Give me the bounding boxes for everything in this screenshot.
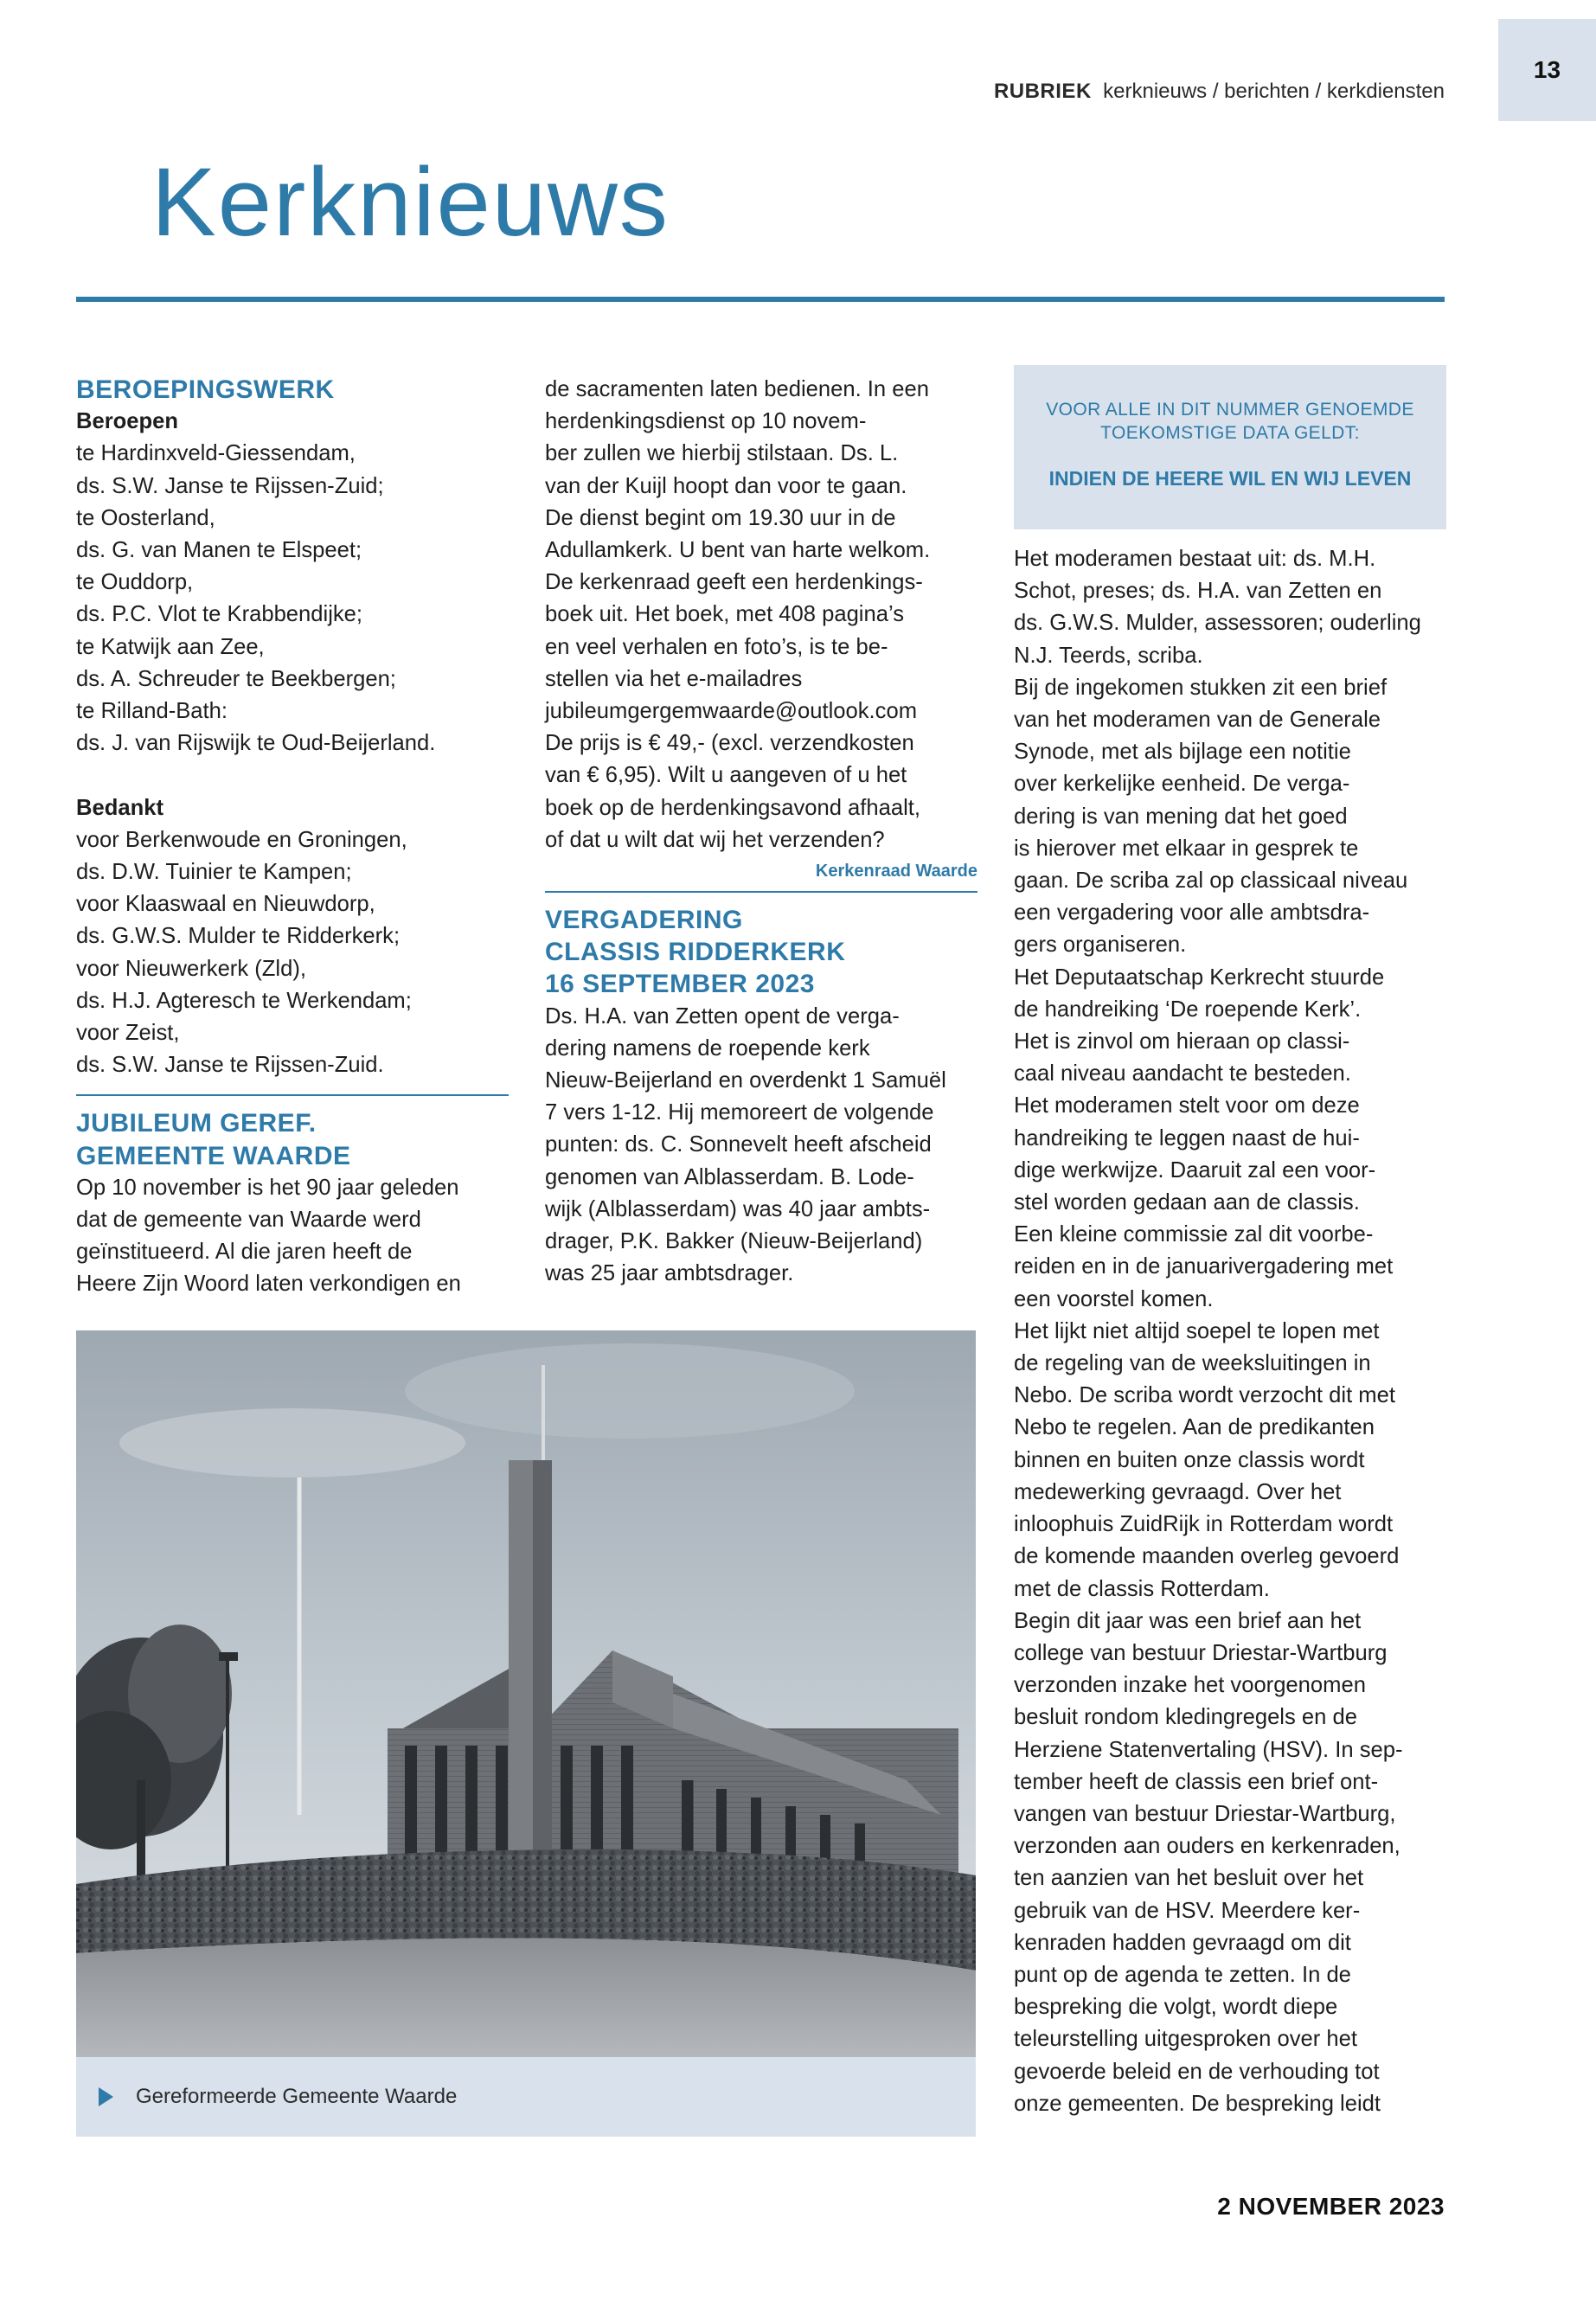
text-line: Heere Zijn Woord laten verkondigen en bbox=[76, 1272, 461, 1297]
vergadering-text bbox=[545, 1001, 977, 1291]
text-line: drager, P.K. Bakker (Nieuw-Beijerland) bbox=[545, 1229, 923, 1254]
text-line: tember heeft de classis een brief ont- bbox=[1014, 1769, 1379, 1794]
heading-vergadering bbox=[545, 904, 977, 1001]
text-line: Het Deputaatschap Kerkrecht stuurde bbox=[1014, 965, 1385, 990]
issue-date: 2 NOVEMBER 2023 bbox=[1217, 2193, 1445, 2220]
beroepen-list bbox=[76, 438, 509, 760]
church-photo bbox=[76, 1330, 976, 2057]
text-line: boek uit. Het boek, met 408 pagina’s bbox=[545, 602, 904, 627]
text-line: onze gemeenten. De bespreking leidt bbox=[1014, 2091, 1381, 2116]
text-line: van € 6,95). Wilt u aangeven of u het bbox=[545, 763, 907, 788]
text-line: voor Klaaswaal en Nieuwdorp, bbox=[76, 892, 375, 917]
page-title: Kerknieuws bbox=[151, 148, 670, 256]
text-line: Ds. H.A. van Zetten opent de verga- bbox=[545, 1003, 900, 1029]
text-line: Op 10 november is het 90 jaar geleden bbox=[76, 1175, 459, 1200]
text-line: ber zullen we hierbij stilstaan. Ds. L. bbox=[545, 441, 899, 466]
text-line: stellen via het e-mailadres bbox=[545, 666, 803, 691]
section-header bbox=[994, 80, 1445, 104]
text-line: ds. S.W. Janse te Rijssen-Zuid. bbox=[76, 1053, 384, 1078]
text-line: voor Zeist, bbox=[76, 1021, 180, 1046]
column-left bbox=[76, 374, 509, 1301]
text-line: inloophuis ZuidRijk in Rotterdam wordt bbox=[1014, 1512, 1394, 1537]
text-line: dering namens de roepende kerk bbox=[545, 1035, 870, 1061]
text-line: te Rilland-Bath: bbox=[76, 699, 228, 724]
text-line: te Katwijk aan Zee, bbox=[76, 634, 265, 659]
text-line: Nieuw-Beijerland en overdenkt 1 Samuël bbox=[545, 1068, 946, 1093]
text-line: herdenkingsdienst op 10 novem- bbox=[545, 409, 867, 434]
cloud bbox=[405, 1343, 855, 1439]
jubileum-text-continued bbox=[545, 374, 977, 856]
text-line: kenraden hadden gevraagd om dit bbox=[1014, 1930, 1351, 1955]
article-signature: Kerkenraad Waarde bbox=[815, 862, 977, 881]
text-line: verzonden aan ouders en kerkenraden, bbox=[1014, 1834, 1401, 1859]
text-line: of dat u wilt dat wij het verzenden? bbox=[545, 827, 885, 852]
text-line: boek op de herdenkingsavond afhaalt, bbox=[545, 795, 921, 820]
text-line: de handreiking ‘De roepende Kerk’. bbox=[1014, 997, 1362, 1022]
text-line: Synode, met als bijlage een notitie bbox=[1014, 740, 1351, 765]
text-line: gebruik van de HSV. Meerdere ker- bbox=[1014, 1898, 1361, 1923]
column-right bbox=[1014, 374, 1446, 2120]
text-line: De prijs is € 49,- (excl. verzendkosten bbox=[545, 731, 914, 756]
text-line: reiden en in de januarivergadering met bbox=[1014, 1254, 1394, 1279]
text-line: Een kleine commissie zal dit voorbe- bbox=[1014, 1222, 1374, 1247]
text-line: De kerkenraad geeft een herdenkings- bbox=[545, 570, 923, 595]
text-line: ten aanzien van het besluit over het bbox=[1014, 1866, 1364, 1891]
text-line: met de classis Rotterdam. bbox=[1014, 1576, 1270, 1601]
notice-emphasis: INDIEN DE HEERE WIL EN WIJ LEVEN bbox=[1048, 467, 1412, 490]
section-divider bbox=[76, 1094, 509, 1096]
text-line: Bij de ingekomen stukken zit een brief bbox=[1014, 675, 1388, 700]
text-line: te Hardinxveld-Giessendam, bbox=[76, 441, 356, 466]
text-line: De dienst begint om 19.30 uur in de bbox=[545, 505, 896, 530]
text-line: en veel verhalen en foto’s, is te be- bbox=[545, 634, 888, 659]
text-line: ds. G. van Manen te Elspeet; bbox=[76, 538, 362, 563]
caption-arrow-icon bbox=[99, 2087, 113, 2106]
text-line: Begin dit jaar was een brief aan het bbox=[1014, 1608, 1362, 1633]
heading-line: CLASSIS RIDDERKERK bbox=[545, 938, 846, 967]
text-line: bespreking die volgt, wordt diepe bbox=[1014, 1995, 1338, 2020]
notice-box bbox=[1014, 365, 1446, 529]
text-line: genomen van Alblasserdam. B. Lode- bbox=[545, 1164, 914, 1189]
text-line: van het moderamen van de Generale bbox=[1014, 708, 1381, 733]
text-line: 7 vers 1-12. Hij memoreert de volgende bbox=[545, 1100, 934, 1125]
text-line: de komende maanden overleg gevoerd bbox=[1014, 1544, 1400, 1569]
rubriek-label: RUBRIEK bbox=[993, 80, 1092, 103]
text-line: Het lijkt niet altijd soepel te lopen met bbox=[1014, 1318, 1380, 1343]
text-line: ds. D.W. Tuinier te Kampen; bbox=[76, 860, 352, 885]
text-line: een vergadering voor alle ambtsdra- bbox=[1014, 901, 1370, 926]
text-line: Nebo. De scriba wordt verzocht dit met bbox=[1014, 1383, 1395, 1408]
text-line: van der Kuijl hoopt dan voor te gaan. bbox=[545, 473, 907, 498]
lawn bbox=[76, 1939, 976, 2057]
text-line: Het moderamen bestaat uit: ds. M.H. bbox=[1014, 547, 1376, 571]
text-line: stel worden gedaan aan de classis. bbox=[1014, 1190, 1360, 1215]
text-line: N.J. Teerds, scriba. bbox=[1014, 643, 1203, 668]
page-number: 13 bbox=[1533, 56, 1561, 83]
page-number-tab bbox=[1498, 19, 1596, 121]
text-line: ds. S.W. Janse te Rijssen-Zuid; bbox=[76, 473, 384, 498]
text-line: ds. G.W.S. Mulder, assessoren; ouderling bbox=[1014, 611, 1421, 636]
text-line: binnen en buiten onze classis wordt bbox=[1014, 1447, 1365, 1472]
text-line: de regeling van de weeksluitingen in bbox=[1014, 1351, 1371, 1376]
text-line: was 25 jaar ambtsdrager. bbox=[545, 1261, 794, 1286]
text-line: de sacramenten laten bedienen. In een bbox=[545, 377, 929, 401]
vergadering-text-continued bbox=[1014, 543, 1446, 2120]
jubileum-text bbox=[76, 1172, 509, 1301]
text-line: ds. A. Schreuder te Beekbergen; bbox=[76, 666, 396, 691]
text-line: ds. J. van Rijswijk te Oud-Beijerland. bbox=[76, 731, 436, 756]
heading-jubileum bbox=[76, 1107, 509, 1171]
text-line: handreiking te leggen naast de hui- bbox=[1014, 1125, 1360, 1150]
heading-line: VERGADERING bbox=[545, 906, 743, 935]
notice-line: TOEKOMSTIGE DATA GELDT: bbox=[1100, 423, 1360, 443]
spacer bbox=[76, 760, 509, 792]
text-line: besluit rondom kledingregels en de bbox=[1014, 1705, 1357, 1730]
text-line: gers organiseren. bbox=[1014, 933, 1187, 958]
text-line: te Oosterland, bbox=[76, 505, 215, 530]
text-line: gevoerde beleid en de verhouding tot bbox=[1014, 2059, 1380, 2084]
text-line: punt op de agenda te zetten. In de bbox=[1014, 1962, 1351, 1987]
photo-caption bbox=[76, 2057, 976, 2137]
text-line: geïnstitueerd. Al die jaren heeft de bbox=[76, 1240, 413, 1265]
text-line: college van bestuur Driestar-Wartburg bbox=[1014, 1640, 1388, 1665]
bedankt-list bbox=[76, 824, 509, 1082]
text-line: dige werkwijze. Daaruit zal een voor- bbox=[1014, 1157, 1376, 1183]
subheading-beroepen: Beroepen bbox=[76, 409, 179, 434]
heading-line: JUBILEUM GEREF. bbox=[76, 1109, 317, 1138]
text-line: medewerking gevraagd. Over het bbox=[1014, 1479, 1342, 1504]
section-divider bbox=[545, 891, 977, 893]
text-line: Het is zinvol om hieraan op classi- bbox=[1014, 1029, 1350, 1054]
text-line: caal niveau aandacht te besteden. bbox=[1014, 1061, 1351, 1086]
text-line: dat de gemeente van Waarde werd bbox=[76, 1208, 421, 1233]
text-line: verzonden inzake het voorgenomen bbox=[1014, 1673, 1366, 1698]
church-tower bbox=[509, 1460, 533, 1867]
cloud bbox=[119, 1408, 465, 1477]
text-line: dering is van mening dat het goed bbox=[1014, 804, 1348, 829]
text-line: punten: ds. C. Sonnevelt heeft afscheid bbox=[545, 1132, 932, 1157]
text-line: vangen van bestuur Driestar-Wartburg, bbox=[1014, 1801, 1396, 1826]
text-line: ds. P.C. Vlot te Krabbendijke; bbox=[76, 602, 363, 627]
text-line: ds. G.W.S. Mulder te Ridderkerk; bbox=[76, 924, 401, 949]
rubriek-topics: kerknieuws / berichten / kerkdiensten bbox=[1103, 80, 1445, 103]
email-address: jubileumgergemwaarde@outlook.com bbox=[545, 699, 918, 724]
text-line: te Ouddorp, bbox=[76, 570, 194, 595]
heading-beroepingswerk: BEROEPINGSWERK bbox=[76, 375, 335, 404]
notice-line: VOOR ALLE IN DIT NUMMER GENOEMDE bbox=[1046, 400, 1414, 420]
text-line: gaan. De scriba zal op classicaal niveau bbox=[1014, 868, 1408, 894]
text-line: voor Berkenwoude en Groningen, bbox=[76, 827, 407, 852]
column-middle bbox=[545, 374, 977, 1290]
text-line: Herziene Statenvertaling (HSV). In sep- bbox=[1014, 1737, 1403, 1762]
text-line: Adullamkerk. U bent van harte welkom. bbox=[545, 538, 931, 563]
text-line: een voorstel komen. bbox=[1014, 1286, 1214, 1311]
text-line: wijk (Alblasserdam) was 40 jaar ambts- bbox=[545, 1196, 931, 1221]
heading-line: 16 SEPTEMBER 2023 bbox=[545, 970, 815, 999]
text-line: over kerkelijke eenheid. De verga- bbox=[1014, 772, 1350, 797]
church-photo-figure bbox=[76, 1330, 976, 2137]
text-line: voor Nieuwerkerk (Zld), bbox=[76, 956, 306, 981]
title-divider bbox=[76, 297, 1445, 302]
text-line: is hierover met elkaar in gesprek te bbox=[1014, 836, 1359, 861]
text-line: Nebo te regelen. Aan de predikanten bbox=[1014, 1415, 1375, 1440]
text-line: Het moderamen stelt voor om deze bbox=[1014, 1093, 1360, 1118]
heading-line: GEMEENTE WAARDE bbox=[76, 1141, 351, 1170]
subheading-bedankt: Bedankt bbox=[76, 795, 163, 820]
text-line: Schot, preses; ds. H.A. van Zetten en bbox=[1014, 579, 1382, 604]
caption-text: Gereformeerde Gemeente Waarde bbox=[136, 2085, 458, 2108]
text-line: teleurstelling uitgesproken over het bbox=[1014, 2027, 1357, 2052]
text-line: ds. H.J. Agteresch te Werkendam; bbox=[76, 988, 412, 1013]
